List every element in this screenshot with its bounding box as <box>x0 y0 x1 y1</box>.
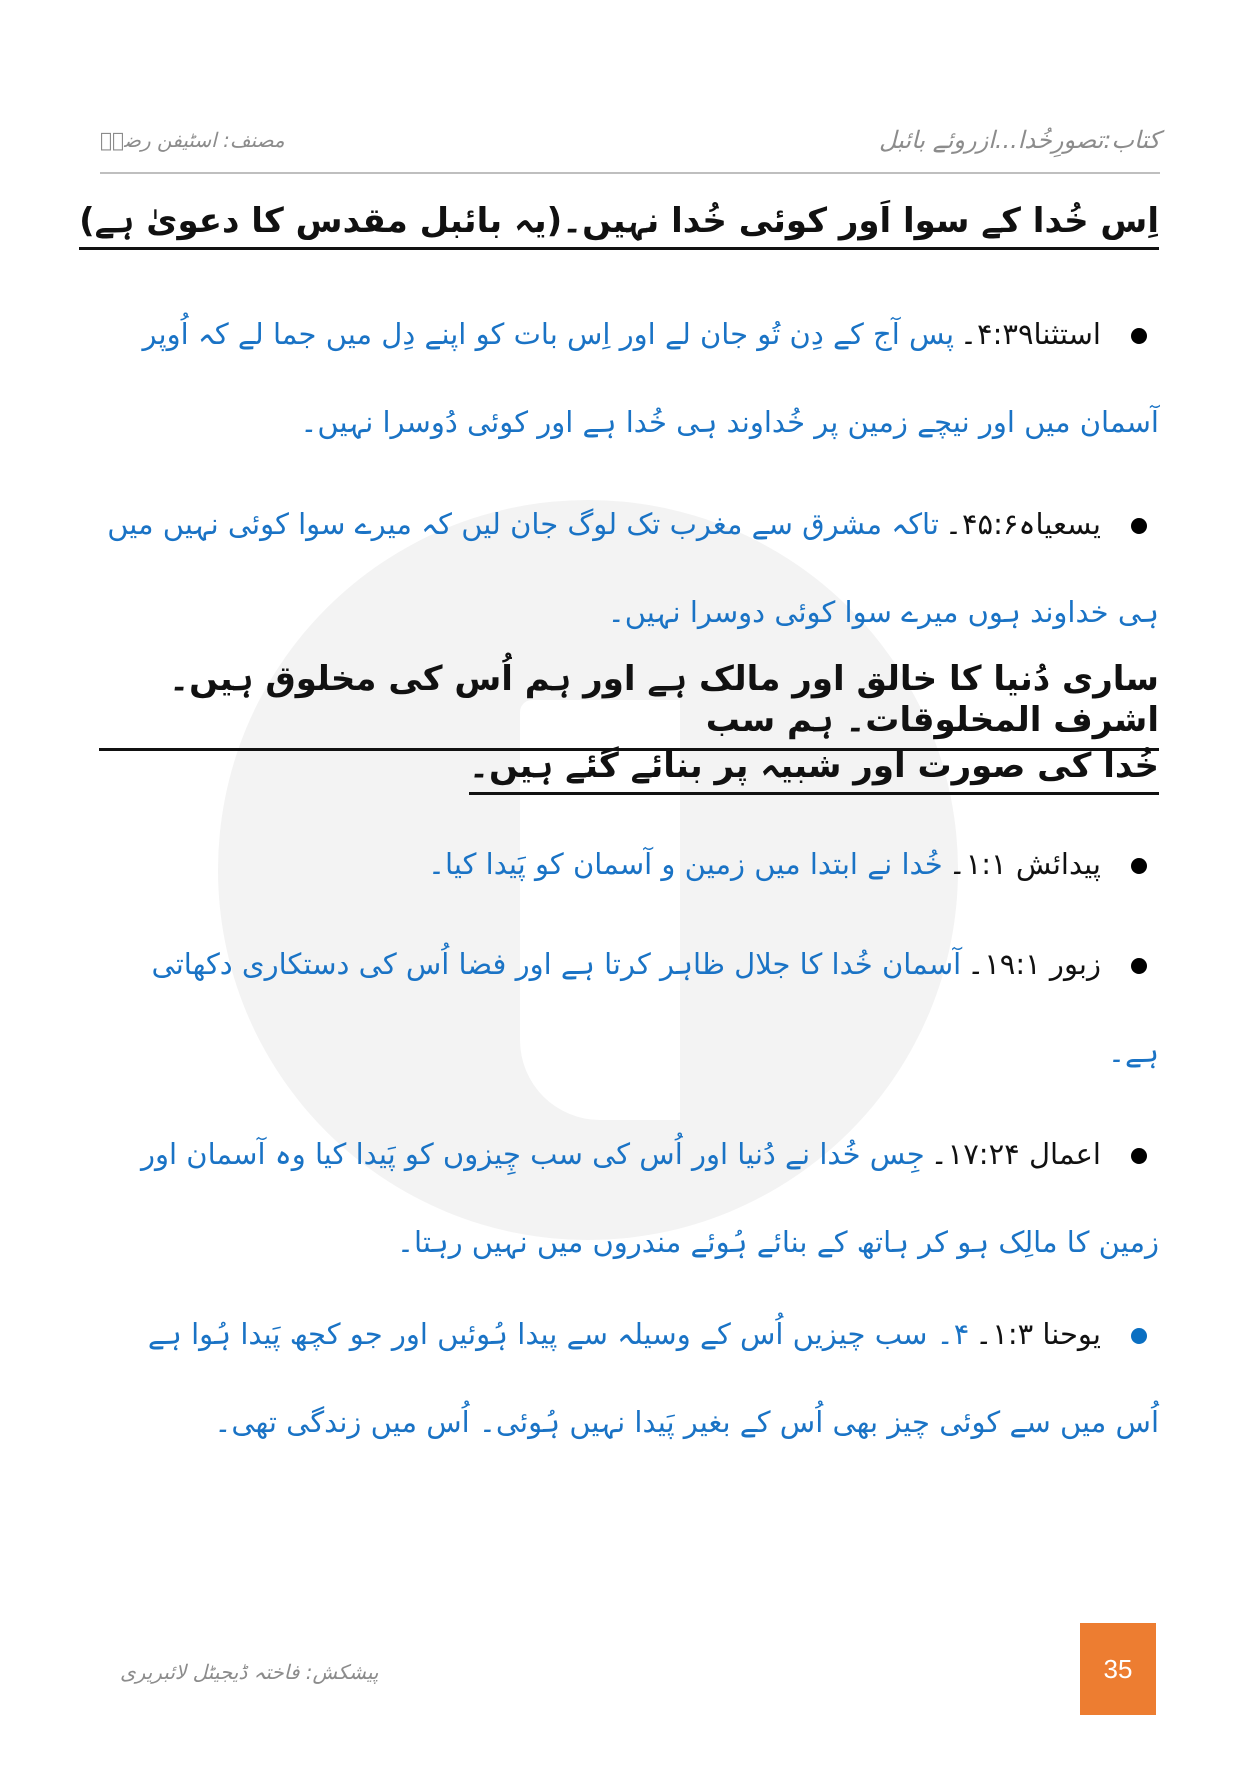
section-heading-2-line-1: ساری دُنیا کا خالق اور مالک ہے اور ہم اُس کی مخلوق ہیں۔ اشرف المخلوقات۔ ہم سب <box>99 658 1159 751</box>
verse-text: پس آج کے دِن تُو جان لے اور اِس بات کو اپنے دِل میں جما لے کہ اُوپر آسمان میں اور نیچے زمین پر خُداوند ہی خُدا ہے اور کوئی دُوسرا نہیں۔ <box>142 317 1159 439</box>
book-title: کتاب:تصورِخُدا...ازروئے بائبل <box>878 126 1160 154</box>
bullet-dot-icon <box>1131 328 1147 344</box>
verse-bullet <box>99 820 1159 908</box>
verse-reference: استثنا۴:۳۹۔ <box>960 317 1101 351</box>
bullet-dot-icon <box>1131 1328 1147 1344</box>
section-heading-1: اِس خُدا کے سوا اَور کوئی خُدا نہیں۔(یہ بائبل مقدس کا دعویٰ ہے) <box>79 200 1159 250</box>
verse-text: ۴۔ سب چیزیں اُس کے وسیلہ سے پیدا ہُوئیں اور جو کچھ پَیدا ہُوا ہے اُس میں سے کوئی چیز بھی اُس کے بغیر پَیدا نہیں ہُوئی۔ اُس میں زندگی تھی۔ <box>147 1317 1159 1439</box>
verse-reference: یسعیاہ۴۵:۶۔ <box>944 507 1101 541</box>
verse-text: تاکہ مشرق سے مغرب تک لوگ جان لیں کہ میرے سوا کوئی نہیں میں ہی خداوند ہوں میرے سوا کوئی دوسرا نہیں۔ <box>107 507 1159 629</box>
bullet-dot-icon <box>1131 1148 1147 1164</box>
page-header <box>100 120 1160 174</box>
bullet-dot-icon <box>1131 858 1147 874</box>
page-number-badge: 35 <box>1080 1623 1156 1715</box>
verse-text: آسمان خُدا کا جلال ظاہر کرتا ہے اور فضا اُس کی دستکاری دکھاتی ہے۔ <box>151 947 1159 1069</box>
verse-reference: اعمال ۱۷:۲۴۔ <box>930 1137 1101 1171</box>
verse-bullet <box>99 1290 1159 1466</box>
verse-bullet <box>99 1110 1159 1286</box>
verse-reference: زبور ۱۹:۱۔ <box>967 947 1101 981</box>
verse-bullet <box>99 480 1159 656</box>
verse-text: جِس خُدا نے دُنیا اور اُس کی سب چِیزوں کو پَیدا کیا وہ آسمان اور زمین کا مالِک ہو کر ہاتھ کے بنائے ہُوئے مندروں میں نہیں رہتا۔ <box>141 1137 1159 1259</box>
bullet-dot-icon <box>1131 958 1147 974</box>
footer-credit: پیشکش: فاختہ ڈیجیٹل لائبریری <box>120 1660 379 1684</box>
verse-bullet <box>99 290 1159 466</box>
verse-reference: یوحنا ۱:۳۔ <box>975 1317 1101 1351</box>
verse-reference: پیدائش ۱:۱۔ <box>948 847 1101 881</box>
section-heading-2-line-2: خُدا کی صورت اور شبیہ پر بنائے گئے ہیں۔ <box>469 745 1159 795</box>
verse-bullet <box>99 920 1159 1096</box>
verse-text: خُدا نے ابتدا میں زمین و آسمان کو پَیدا کیا۔ <box>428 847 943 881</box>
author-name: مصنف: اسٹیفن رضاؔ <box>100 128 285 152</box>
bullet-dot-icon <box>1131 518 1147 534</box>
